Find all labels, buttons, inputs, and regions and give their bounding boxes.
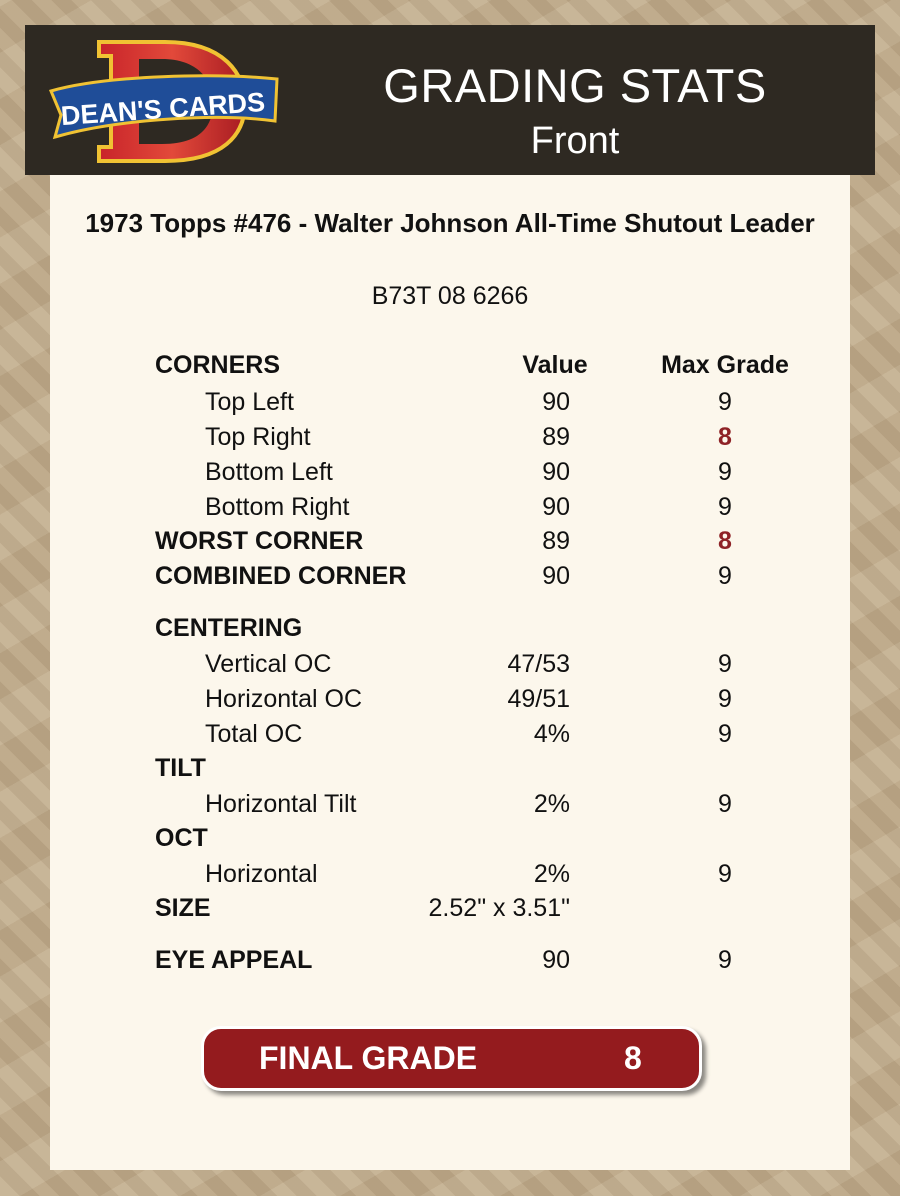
stat-label: EYE APPEAL [155, 946, 313, 974]
stat-value: 89 [542, 527, 570, 555]
tilt-header-row [50, 752, 850, 784]
final-grade-label: FINAL GRADE [259, 1040, 478, 1076]
tilt-heading: TILT [155, 754, 206, 782]
stat-grade: 9 [718, 493, 732, 521]
stat-value: 2% [533, 860, 570, 888]
value-column-header: Value [522, 351, 588, 379]
stat-row-eye-appeal [50, 944, 850, 976]
stat-label: Bottom Left [205, 458, 333, 486]
stat-row-total-oc [50, 718, 850, 750]
stat-label: Vertical OC [205, 650, 332, 678]
stat-label: Top Right [205, 423, 311, 451]
stat-grade: 9 [718, 790, 732, 818]
stat-label: SIZE [155, 894, 211, 922]
stat-value: 90 [542, 493, 570, 521]
stat-value: 47/53 [507, 650, 570, 678]
corners-header-row [50, 349, 850, 381]
stat-label: COMBINED CORNER [155, 562, 407, 590]
stat-label: WORST CORNER [155, 527, 364, 555]
stat-grade: 9 [718, 388, 732, 416]
stat-grade: 8 [718, 423, 732, 451]
max-grade-column-header: Max Grade [661, 351, 789, 379]
stat-row-horizontal-tilt [50, 788, 850, 820]
stat-grade: 9 [718, 685, 732, 713]
stat-row-bottom-left [50, 456, 850, 488]
logo-text: DEAN'S CARDS [59, 86, 267, 132]
stat-grade: 9 [718, 650, 732, 678]
stat-row-vertical-oc [50, 648, 850, 680]
stat-grade: 9 [718, 720, 732, 748]
stat-value: 4% [533, 720, 570, 748]
stat-value: 90 [542, 388, 570, 416]
stat-row-bottom-right [50, 491, 850, 523]
grading-panel [50, 175, 850, 1170]
final-grade-badge [201, 1026, 702, 1091]
stat-value: 89 [542, 423, 570, 451]
corners-heading: CORNERS [155, 351, 281, 379]
stat-row-horizontal-oc [50, 683, 850, 715]
stat-row-combined-corner [50, 560, 850, 592]
stat-value: 2% [533, 790, 570, 818]
page-title: GRADING STATS [383, 59, 767, 112]
oct-heading: OCT [155, 824, 208, 852]
centering-header-row [50, 612, 850, 644]
page-subtitle: Front [530, 120, 620, 162]
oct-header-row [50, 822, 850, 854]
deans-cards-logo [47, 39, 283, 164]
stat-grade: 8 [718, 527, 732, 555]
centering-heading: CENTERING [155, 614, 303, 642]
stat-value: 2.52" x 3.51" [428, 894, 570, 922]
stat-grade: 9 [718, 946, 732, 974]
stat-label: Horizontal Tilt [205, 790, 357, 818]
final-grade-value: 8 [624, 1040, 642, 1076]
stat-label: Bottom Right [205, 493, 350, 521]
card-title: 1973 Topps #476 - Walter Johnson All-Time Shutout Leader [85, 208, 815, 238]
stat-label: Total OC [205, 720, 303, 748]
cert-number: B73T 08 6266 [371, 282, 529, 310]
stat-label: Horizontal OC [205, 685, 362, 713]
stat-row-top-right [50, 421, 850, 453]
stat-value: 90 [542, 946, 570, 974]
stat-row-worst-corner [50, 525, 850, 557]
stat-row-top-left [50, 386, 850, 418]
stat-grade: 9 [718, 860, 732, 888]
stat-value: 90 [542, 458, 570, 486]
stat-grade: 9 [718, 458, 732, 486]
stat-label: Horizontal [205, 860, 318, 888]
stat-row-oct-horizontal [50, 858, 850, 890]
stat-row-size [50, 892, 850, 924]
header-bar [25, 25, 875, 175]
stat-value: 49/51 [507, 685, 570, 713]
stat-label: Top Left [205, 388, 294, 416]
stat-value: 90 [542, 562, 570, 590]
stat-grade: 9 [718, 562, 732, 590]
